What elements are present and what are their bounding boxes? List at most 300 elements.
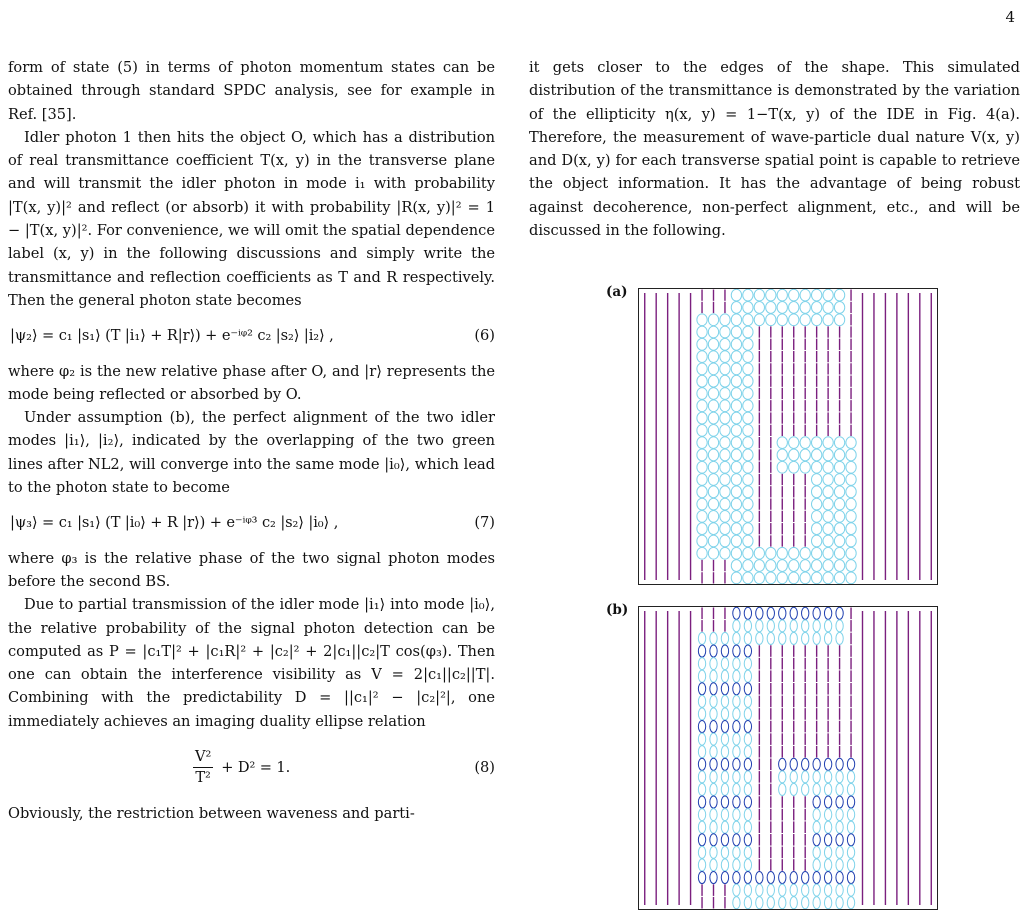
- ellipse: [777, 449, 787, 461]
- ellipse: [847, 809, 854, 821]
- ellipse: [777, 560, 787, 572]
- ellipse: [824, 620, 831, 632]
- ellipse: [813, 758, 820, 770]
- ellipse: [802, 872, 809, 884]
- ellipse: [800, 449, 810, 461]
- ellipse: [800, 461, 810, 473]
- ellipse: [824, 796, 831, 808]
- ellipse: [731, 375, 741, 387]
- ellipse: [834, 314, 844, 326]
- ellipse: [847, 846, 854, 858]
- ellipse: [710, 658, 717, 670]
- equation-number: (8): [474, 758, 495, 776]
- ellipse: [697, 523, 707, 535]
- ellipse: [834, 461, 844, 473]
- ellipse: [824, 897, 831, 909]
- paragraph: Obviously, the restriction between waveness and parti-: [8, 805, 415, 823]
- ellipse: [721, 721, 728, 733]
- ellipse: [813, 821, 820, 833]
- ellipse: [708, 375, 718, 387]
- ellipse: [834, 289, 844, 301]
- ellipse: [800, 437, 810, 449]
- ellipse: [710, 695, 717, 707]
- ellipse: [779, 872, 786, 884]
- ellipse: [720, 388, 730, 400]
- ellipse: [836, 783, 843, 795]
- ellipse: [733, 607, 740, 619]
- ellipse: [834, 547, 844, 559]
- ellipse: [697, 535, 707, 547]
- ellipse: [708, 400, 718, 412]
- ellipse: [824, 846, 831, 858]
- ellipse: [743, 572, 753, 584]
- ellipse: [836, 607, 843, 619]
- ellipse: [846, 547, 856, 559]
- ellipse: [800, 572, 810, 584]
- ellipse: [721, 796, 728, 808]
- ellipse: [731, 351, 741, 363]
- ellipse: [708, 326, 718, 338]
- ellipse: [834, 535, 844, 547]
- ellipse: [846, 510, 856, 522]
- ellipse: [802, 758, 809, 770]
- ellipse: [708, 547, 718, 559]
- fraction: [193, 747, 213, 788]
- ellipse: [721, 746, 728, 758]
- ellipse: [731, 572, 741, 584]
- ellipse: [823, 437, 833, 449]
- ellipse: [731, 474, 741, 486]
- ellipse: [834, 510, 844, 522]
- ellipse: [767, 620, 774, 632]
- ellipse: [733, 670, 740, 682]
- ellipse: [811, 560, 821, 572]
- ellipse: [708, 474, 718, 486]
- ellipse: [733, 645, 740, 657]
- ellipse: [720, 314, 730, 326]
- ellipse: [710, 632, 717, 644]
- ellipse: [767, 632, 774, 644]
- ellipse: [743, 449, 753, 461]
- ellipse: [836, 758, 843, 770]
- ellipse: [800, 314, 810, 326]
- ellipse: [721, 834, 728, 846]
- ellipse: [708, 424, 718, 436]
- ellipse: [744, 771, 751, 783]
- ellipse: [697, 375, 707, 387]
- ellipse: [846, 461, 856, 473]
- ellipse: [846, 560, 856, 572]
- ellipse: [698, 783, 705, 795]
- ellipse: [733, 771, 740, 783]
- ellipse: [823, 302, 833, 314]
- ellipse: [731, 547, 741, 559]
- ellipse: [836, 809, 843, 821]
- ellipse: [744, 821, 751, 833]
- ellipse: [698, 834, 705, 846]
- ellipse: [721, 771, 728, 783]
- ellipse: [710, 721, 717, 733]
- ellipse: [698, 771, 705, 783]
- equation-body: |ψ₃⟩ = c₁ |s₁⟩ (T |i₀⟩ + R |r⟩) + e⁻ⁱᵠ³ c₂ |s₂⟩ |i₀⟩ ,: [10, 514, 339, 532]
- ellipse: [721, 783, 728, 795]
- ellipse: [698, 872, 705, 884]
- ellipse: [790, 872, 797, 884]
- ellipse: [777, 289, 787, 301]
- ellipse: [710, 670, 717, 682]
- ellipse: [698, 746, 705, 758]
- ellipse: [847, 884, 854, 896]
- ellipse: [697, 424, 707, 436]
- ellipse: [721, 846, 728, 858]
- ellipse: [779, 783, 786, 795]
- ellipse: [824, 783, 831, 795]
- ellipse: [834, 572, 844, 584]
- ellipse: [811, 523, 821, 535]
- ellipse: [733, 632, 740, 644]
- ellipse: [802, 884, 809, 896]
- ellipse: [800, 302, 810, 314]
- ellipse: [743, 498, 753, 510]
- ellipse: [813, 897, 820, 909]
- ellipse: [697, 351, 707, 363]
- paragraph: Under assumption (b), the perfect alignment of the two idler modes |i₁⟩, |i₂⟩, indicated by the overlapping of the two green lines after NL2, will converge into the same mode |i₀⟩, which lead to the photon state to become: [8, 409, 495, 497]
- ellipse: [744, 620, 751, 632]
- ellipse: [847, 897, 854, 909]
- ellipse: [836, 859, 843, 871]
- ellipse: [710, 733, 717, 745]
- ellipse: [846, 437, 856, 449]
- ellipse: [721, 859, 728, 871]
- ellipse: [767, 884, 774, 896]
- ellipse: [824, 859, 831, 871]
- ellipse: [813, 771, 820, 783]
- ellipse: [802, 897, 809, 909]
- ellipse: [744, 645, 751, 657]
- ellipse: [721, 658, 728, 670]
- ellipse: [779, 897, 786, 909]
- ellipse: [698, 758, 705, 770]
- ellipse: [731, 560, 741, 572]
- paragraph: form of state (5) in terms of photon momentum states can be obtained through standard SPDC analysis, see for example in Ref. [35].: [8, 59, 495, 123]
- ellipse: [823, 547, 833, 559]
- ellipse: [779, 607, 786, 619]
- ellipse: [777, 461, 787, 473]
- fraction-numerator: V²: [193, 747, 213, 768]
- ellipse: [697, 338, 707, 350]
- ellipse: [743, 338, 753, 350]
- ellipse: [811, 498, 821, 510]
- ellipse: [743, 486, 753, 498]
- ellipse: [800, 560, 810, 572]
- ellipse: [731, 535, 741, 547]
- equation-number: (6): [474, 327, 495, 345]
- ellipse: [754, 289, 764, 301]
- ellipse: [731, 388, 741, 400]
- ellipse: [754, 547, 764, 559]
- ellipse: [813, 809, 820, 821]
- ellipse: [756, 620, 763, 632]
- ellipse: [721, 809, 728, 821]
- ellipse: [744, 884, 751, 896]
- ellipse: [708, 498, 718, 510]
- ellipse: [834, 302, 844, 314]
- ellipse: [720, 424, 730, 436]
- ellipse: [698, 632, 705, 644]
- ellipse: [743, 289, 753, 301]
- ellipse: [708, 351, 718, 363]
- ellipse: [790, 607, 797, 619]
- ellipse: [802, 607, 809, 619]
- ellipse: [834, 560, 844, 572]
- ellipse: [731, 314, 741, 326]
- ellipse: [710, 683, 717, 695]
- ellipse: [698, 721, 705, 733]
- ellipse: [710, 859, 717, 871]
- ellipse: [731, 326, 741, 338]
- ellipse: [721, 632, 728, 644]
- ellipse: [847, 872, 854, 884]
- ellipse: [743, 461, 753, 473]
- ellipse: [836, 834, 843, 846]
- ellipse: [708, 461, 718, 473]
- ellipse: [834, 523, 844, 535]
- ellipse: [744, 834, 751, 846]
- ellipse: [766, 547, 776, 559]
- ellipse: [733, 746, 740, 758]
- paragraph: it gets closer to the edges of the shape. This simulated distribution of the transmittance is demonstrated by the variation of the ellipticity η(x, y) = 1−T(x, y) of the IDE in Fig. 4(a). Therefore, the measurement of wave-particle dual nature V(x, y) and D(x, y) for each transverse spatial point is capable to retrieve the object information. It has the advantage of being robust against decoherence, non-perfect alignment, etc., and will be discussed in the following.: [529, 59, 1020, 240]
- fraction-denominator: T²: [195, 769, 211, 787]
- ellipse: [777, 437, 787, 449]
- figure-label: (b): [606, 602, 629, 618]
- ellipse: [733, 846, 740, 858]
- figure-panel: [638, 288, 938, 585]
- ellipse: [720, 474, 730, 486]
- ellipse: [731, 437, 741, 449]
- ellipse: [721, 670, 728, 682]
- ellipse: [756, 897, 763, 909]
- equation-body: [193, 747, 290, 788]
- ellipse: [733, 884, 740, 896]
- ellipse: [697, 547, 707, 559]
- ellipse: [721, 872, 728, 884]
- ellipse: [710, 821, 717, 833]
- ellipse: [731, 338, 741, 350]
- ellipse: [721, 758, 728, 770]
- ellipse: [710, 783, 717, 795]
- ellipse: [790, 783, 797, 795]
- ellipse: [720, 486, 730, 498]
- ellipse: [789, 572, 799, 584]
- ellipse: [731, 498, 741, 510]
- ellipse: [824, 607, 831, 619]
- ellipse: [710, 758, 717, 770]
- ellipse: [823, 474, 833, 486]
- ellipse: [710, 645, 717, 657]
- ellipse: [767, 897, 774, 909]
- ellipse: [834, 474, 844, 486]
- ellipse: [756, 884, 763, 896]
- equation-8: [8, 747, 495, 788]
- ellipse: [813, 796, 820, 808]
- ellipse: [733, 859, 740, 871]
- ellipse: [836, 884, 843, 896]
- ellipse: [811, 289, 821, 301]
- ellipse: [790, 771, 797, 783]
- ellipse: [779, 771, 786, 783]
- ellipse: [824, 809, 831, 821]
- ellipse: [708, 412, 718, 424]
- ellipse: [720, 498, 730, 510]
- ellipse: [779, 632, 786, 644]
- left-column: [8, 56, 495, 825]
- ellipse: [836, 620, 843, 632]
- ellipse-grid-b: [639, 607, 937, 909]
- ellipse: [811, 535, 821, 547]
- ellipse: [731, 400, 741, 412]
- ellipse: [698, 645, 705, 657]
- ellipse: [790, 632, 797, 644]
- ellipse: [698, 708, 705, 720]
- ellipse: [697, 461, 707, 473]
- ellipse: [777, 572, 787, 584]
- ellipse: [710, 771, 717, 783]
- ellipse: [697, 498, 707, 510]
- ellipse: [847, 758, 854, 770]
- ellipse: [743, 424, 753, 436]
- page-number: 4: [1005, 8, 1015, 26]
- ellipse: [836, 796, 843, 808]
- ellipse: [813, 632, 820, 644]
- ellipse: [754, 560, 764, 572]
- ellipse: [813, 884, 820, 896]
- ellipse: [823, 535, 833, 547]
- ellipse: [733, 809, 740, 821]
- ellipse: [811, 461, 821, 473]
- ellipse: [733, 897, 740, 909]
- ellipse: [710, 834, 717, 846]
- ellipse: [733, 708, 740, 720]
- ellipse: [708, 388, 718, 400]
- ellipse: [790, 758, 797, 770]
- ellipse: [813, 859, 820, 871]
- ellipse: [721, 683, 728, 695]
- figure-label: (a): [606, 284, 628, 300]
- ellipse-grid-a: [639, 289, 937, 584]
- ellipse: [811, 474, 821, 486]
- ellipse: [779, 620, 786, 632]
- ellipse: [708, 486, 718, 498]
- ellipse: [744, 658, 751, 670]
- ellipse: [846, 474, 856, 486]
- ellipse: [710, 809, 717, 821]
- ellipse: [800, 547, 810, 559]
- ellipse: [766, 572, 776, 584]
- ellipse: [802, 771, 809, 783]
- ellipse: [744, 796, 751, 808]
- ellipse: [720, 510, 730, 522]
- ellipse: [754, 302, 764, 314]
- ellipse: [731, 461, 741, 473]
- ellipse: [744, 872, 751, 884]
- ellipse: [698, 796, 705, 808]
- ellipse: [708, 523, 718, 535]
- ellipse: [731, 363, 741, 375]
- ellipse: [697, 326, 707, 338]
- ellipse: [744, 607, 751, 619]
- ellipse: [720, 547, 730, 559]
- ellipse: [766, 560, 776, 572]
- ellipse: [754, 572, 764, 584]
- ellipse: [744, 783, 751, 795]
- ellipse: [697, 486, 707, 498]
- ellipse: [811, 572, 821, 584]
- ellipse: [790, 884, 797, 896]
- ellipse: [756, 632, 763, 644]
- ellipse: [744, 670, 751, 682]
- ellipse: [720, 326, 730, 338]
- equation-body: |ψ₂⟩ = c₁ |s₁⟩ (T |i₁⟩ + R|r⟩) + e⁻ⁱᵠ² c₂ |s₂⟩ |i₂⟩ ,: [10, 327, 334, 345]
- ellipse: [743, 302, 753, 314]
- ellipse: [720, 535, 730, 547]
- ellipse: [710, 746, 717, 758]
- ellipse: [731, 412, 741, 424]
- ellipse: [697, 388, 707, 400]
- ellipse: [743, 375, 753, 387]
- ellipse: [743, 560, 753, 572]
- ellipse: [710, 708, 717, 720]
- ellipse: [743, 388, 753, 400]
- ellipse: [836, 872, 843, 884]
- equation-7: [8, 511, 495, 534]
- ellipse: [743, 363, 753, 375]
- ellipse: [767, 872, 774, 884]
- ellipse: [846, 535, 856, 547]
- ellipse: [731, 449, 741, 461]
- ellipse: [720, 363, 730, 375]
- ellipse: [846, 523, 856, 535]
- ellipse: [744, 695, 751, 707]
- ellipse: [824, 771, 831, 783]
- ellipse: [698, 809, 705, 821]
- ellipse: [720, 400, 730, 412]
- ellipse: [708, 510, 718, 522]
- ellipse: [733, 821, 740, 833]
- ellipse: [743, 412, 753, 424]
- ellipse: [721, 733, 728, 745]
- ellipse: [720, 449, 730, 461]
- ellipse: [836, 846, 843, 858]
- ellipse: [790, 897, 797, 909]
- ellipse: [777, 302, 787, 314]
- ellipse: [846, 486, 856, 498]
- ellipse: [731, 523, 741, 535]
- ellipse: [720, 523, 730, 535]
- ellipse: [811, 547, 821, 559]
- ellipse: [733, 695, 740, 707]
- ellipse: [789, 461, 799, 473]
- ellipse: [811, 510, 821, 522]
- ellipse: [834, 486, 844, 498]
- ellipse: [847, 834, 854, 846]
- ellipse: [836, 632, 843, 644]
- ellipse: [697, 314, 707, 326]
- ellipse: [710, 872, 717, 884]
- ellipse: [823, 510, 833, 522]
- ellipse: [813, 783, 820, 795]
- ellipse: [811, 449, 821, 461]
- ellipse: [743, 474, 753, 486]
